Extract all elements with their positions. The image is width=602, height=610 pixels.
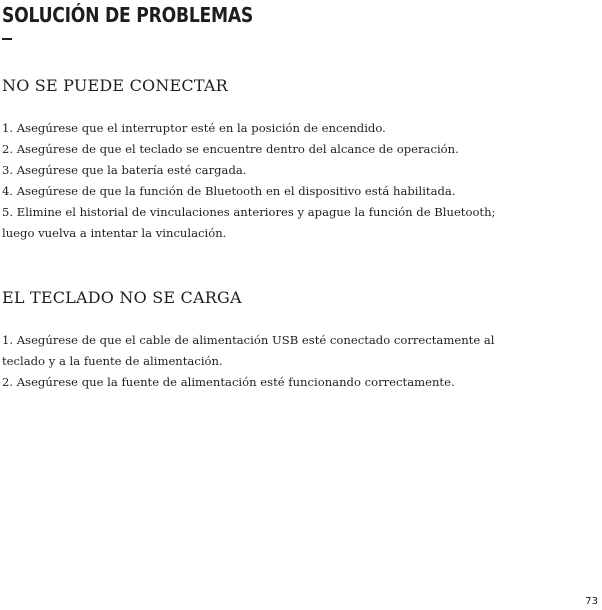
step-line: teclado y a la fuente de alimentación.: [2, 354, 223, 368]
page-number: 73: [585, 596, 598, 607]
cannot-connect-steps: [2, 118, 495, 244]
step-line: 4. Asegúrese de que la función de Bluetooth en el dispositivo está habilitada.: [2, 184, 456, 198]
page-title: SOLUCIÓN DE PROBLEMAS: [2, 3, 254, 27]
step-line: 1. Asegúrese que el interruptor esté en la posición de encendido.: [2, 121, 386, 135]
step-line: 1. Asegúrese de que el cable de alimentación USB esté conectado correctamente al: [2, 333, 495, 347]
section-heading-cannot-connect: NO SE PUEDE CONECTAR: [2, 76, 228, 95]
step-line: 2. Asegúrese de que el teclado se encuentre dentro del alcance de operación.: [2, 142, 459, 156]
keyboard-not-charging-steps: [2, 330, 495, 393]
step-line: 3. Asegúrese que la batería esté cargada.: [2, 163, 247, 177]
step-line: luego vuelva a intentar la vinculación.: [2, 226, 227, 240]
section-heading-keyboard-not-charging: EL TECLADO NO SE CARGA: [2, 288, 242, 307]
step-line: 5. Elimine el historial de vinculaciones anteriores y apague la función de Bluetooth;: [2, 205, 496, 219]
step-line: 2. Asegúrese que la fuente de alimentación esté funcionando correctamente.: [2, 375, 455, 389]
title-underline-dash: [2, 38, 12, 40]
